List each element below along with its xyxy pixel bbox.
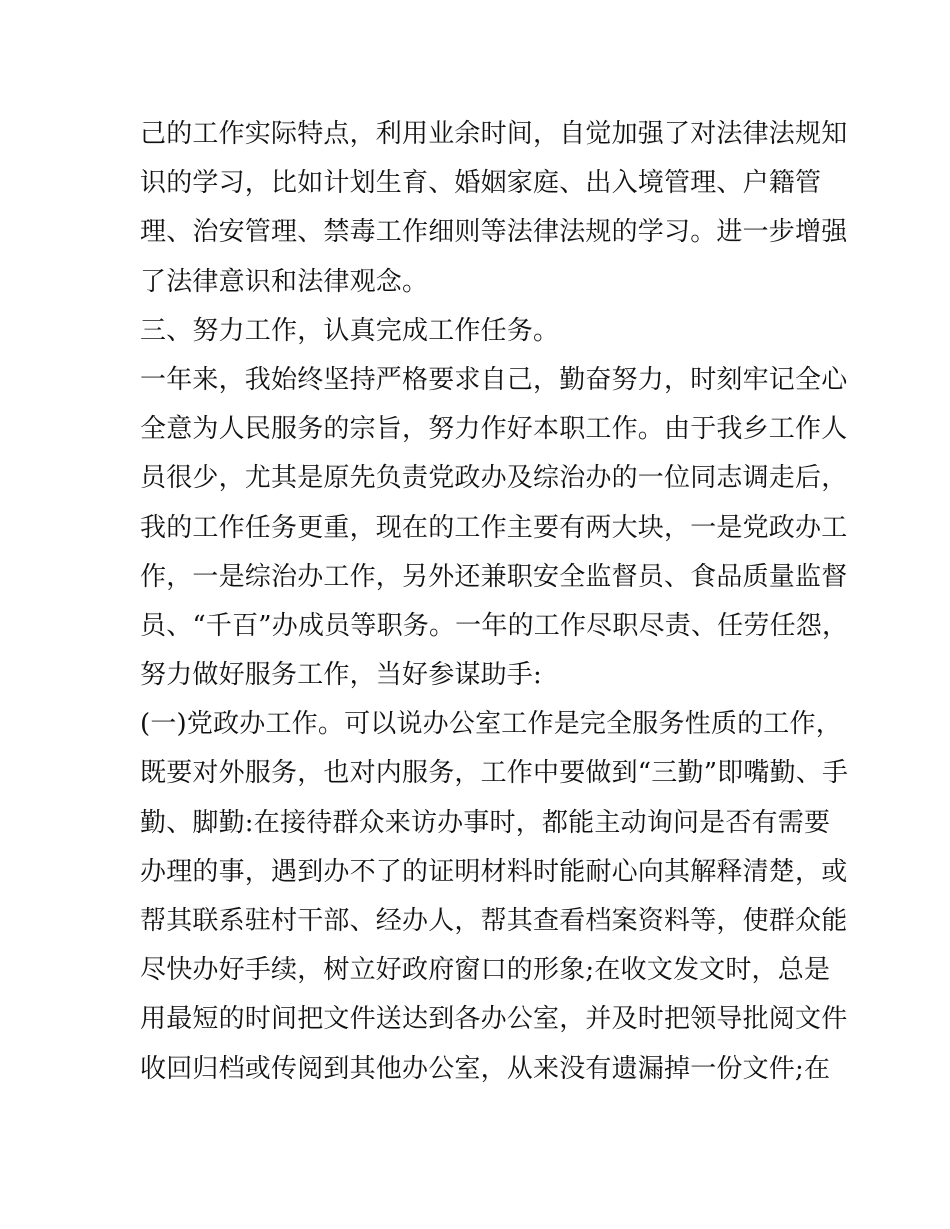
section-heading: 三、努力工作，认真完成工作任务。: [140, 315, 560, 346]
text-line: 理、治安管理、禁毒工作细则等法律法规的学习。进一步增强: [140, 217, 848, 248]
text-line: 己的工作实际特点，利用业余时间，自觉加强了对法律法规知: [140, 119, 848, 149]
text-line: 勤、脚勤:在接待群众来访办事时，都能主动询问是否有需要: [140, 807, 831, 838]
text-line: 员很少，尤其是原先负责党政办及综治办的一位同志调走后，: [140, 463, 848, 494]
text-line: 努力做好服务工作，当好参谋助手:: [140, 660, 542, 691]
text-line: 办理的事，遇到办不了的证明材料时能耐心向其解释清楚，或: [140, 856, 848, 887]
text-line: 作，一是综治办工作，另外还兼职安全监督员、食品质量监督: [140, 561, 848, 592]
text-line: 尽快办好手续，树立好政府窗口的形象;在收文发文时，总是: [140, 955, 831, 986]
text-line: 了法律意识和法律观念。: [140, 266, 429, 297]
text-line: 识的学习，比如计划生育、婚姻家庭、出入境管理、户籍管: [140, 168, 822, 199]
text-line: 用最短的时间把文件送达到各办公室，并及时把领导批阅文件: [140, 1004, 848, 1035]
text-line: 一年来，我始终坚持严格要求自己，勤奋努力，时刻牢记全心: [140, 364, 848, 395]
text-line: 既要对外服务，也对内服务，工作中要做到“三勤”即嘴勤、手: [140, 758, 849, 789]
text-line: 收回归档或传阅到其他办公室，从来没有遗漏掉一份文件;在: [140, 1053, 831, 1084]
body-text: [140, 110, 849, 1094]
text-line: 全意为人民服务的宗旨，努力作好本职工作。由于我乡工作人: [140, 414, 848, 445]
text-line: 我的工作任务更重，现在的工作主要有两大块，一是党政办工: [140, 512, 848, 543]
text-line: 员、“千百”办成员等职务。一年的工作尽职尽责、任劳任怨，: [140, 610, 849, 641]
subsection-heading-line: (一)党政办工作。可以说办公室工作是完全服务性质的工作，: [140, 709, 842, 740]
text-line: 帮其联系驻村干部、经办人，帮其查看档案资料等，使群众能: [140, 906, 848, 936]
